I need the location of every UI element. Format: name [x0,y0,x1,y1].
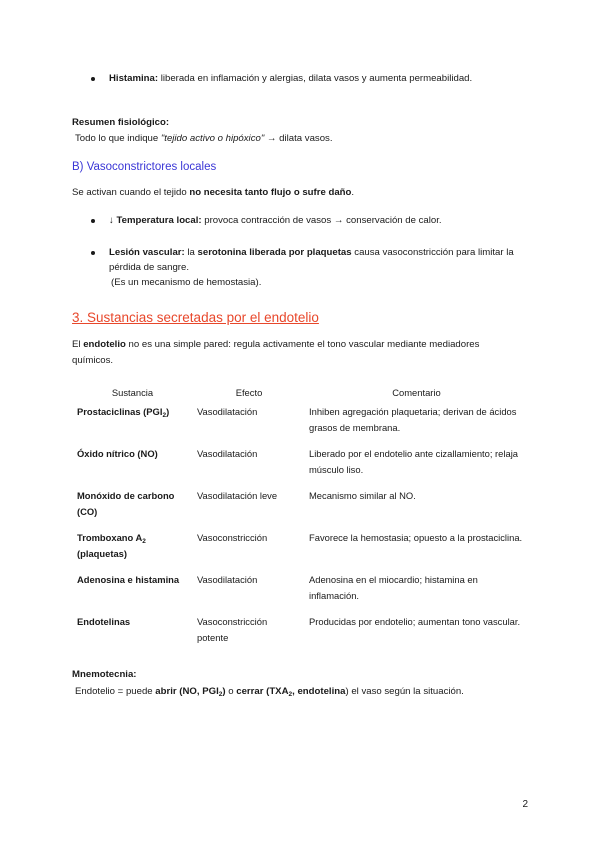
section-b-heading: B) Vasoconstrictores locales [72,161,217,173]
resumen-text [75,132,535,147]
table-row [72,446,528,488]
table-cell-comentario: Adenosina en el miocardio; histamina en inflamación. [309,574,478,601]
resumen-suffix: → dilata vasos. [266,133,333,144]
temperatura-term: ↓ Temperatura local: [109,215,202,226]
table-row [72,572,528,614]
lesion-text1: causa vasoconstricción para limitar la [354,247,514,258]
table-row [72,404,528,446]
section-b-intro-bold: no necesita tanto flujo o sufre daño [189,187,352,198]
section-3-intro-prefix: El [72,339,81,350]
table-cell-sustancia: Adenosina e histamina [77,574,180,585]
table-cell-efecto: Vasoconstricción [197,532,268,543]
table-cell-comentario: Producidas por endotelio; aumentan tono vascular. [309,616,521,627]
mnemo-p1: Endotelio = puede [75,686,153,697]
section-3-intro-line1 [72,337,532,353]
histamina-bullet [109,72,539,87]
table-cell-sustancia: Monóxido de carbono (CO) [77,490,175,517]
bullet-dot [91,77,95,81]
table-cell-comentario: Favorece la hemostasia; opuesto a la prostaciclina. [309,532,523,543]
mnemo-p2: o [228,686,234,697]
mnemo-b2: cerrar ($TXA_2$, endotelina [236,686,346,698]
table-cell-sustancia: Tromboxano $A_2$ (plaquetas) [77,532,146,559]
table-cell-comentario: Liberado por el endotelio ante cizallamiento; relaja músculo liso. [309,448,518,475]
table-cell-sustancia: Óxido nítrico (NO) [77,448,158,459]
table-cell-sustancia: Prostaciclinas $(PGI_2)$ [77,406,170,419]
table-header-row [72,382,528,404]
mnemotecnia-heading: Mnemotecnia: [72,669,137,680]
temperatura-text: provoca contracción de vasos → conservación de calor. [204,215,442,226]
mnemo-p3: ) el vaso según la situación. [345,686,464,697]
table-row [72,488,528,530]
table-header: Comentario [392,386,441,398]
table-cell-comentario: Inhiben agregación plaquetaria; derivan de ácidos grasos de membrana. [309,406,517,433]
bullet-dot [91,251,95,255]
lesion-prefix: la [187,247,195,258]
section-3-intro-bold: endotelio [83,339,126,350]
temperatura-bullet [109,214,539,229]
resumen-prefix: Todo lo que indique [75,133,159,144]
lesion-text2: pérdida de sangre. [109,261,190,273]
histamina-text: liberada en inflamación y alergias, dilata vasos y aumenta permeabilidad. [160,73,473,84]
page-number: 2 [522,799,528,810]
section-3-intro [72,337,532,369]
section-3-intro-line2: químicos. [72,355,114,366]
section-b-intro-suffix: . [351,187,355,198]
lesion-bold: serotonina liberada por plaquetas [197,247,352,258]
bullet-dot [91,219,95,223]
table-cell-efecto: Vasodilatación leve [197,490,278,501]
lesion-term: Lesión vascular: [109,247,185,258]
lesion-note: (Es un mecanismo de hemostasia). [111,276,262,288]
table-header: Efecto [235,386,263,398]
endotelio-table [72,382,528,656]
table-cell-efecto: Vasoconstricción potente [197,616,268,643]
lesion-bullet [109,246,539,291]
table-header: Sustancia [111,386,154,398]
mnemotecnia-text [75,685,535,700]
section-3-intro-text: no es una simple pared: regula activamente el tono vascular mediante mediadores [128,339,480,350]
mnemo-b1: abrir (NO, $PGI_2$) [155,686,226,698]
resumen-heading: Resumen fisiológico: [72,117,170,128]
table-cell-sustancia: Endotelinas [77,616,131,627]
table-cell-efecto: Vasodilatación [197,574,258,585]
table-cell-efecto: Vasodilatación [197,406,258,417]
section-b-intro-prefix: Se activan cuando el tejido [72,187,187,198]
table-cell-efecto: Vasodilatación [197,448,258,459]
table-row [72,614,528,656]
section-b-intro [72,186,532,201]
resumen-quote: "tejido activo o hipóxico" [160,133,265,144]
table-row [72,530,528,572]
section-3-heading: 3. Sustancias secretadas por el endotelio [72,310,319,325]
table-cell-comentario: Mecanismo similar al NO. [309,490,416,501]
lesion-line1 [109,246,539,261]
histamina-term: Histamina: [109,73,159,84]
